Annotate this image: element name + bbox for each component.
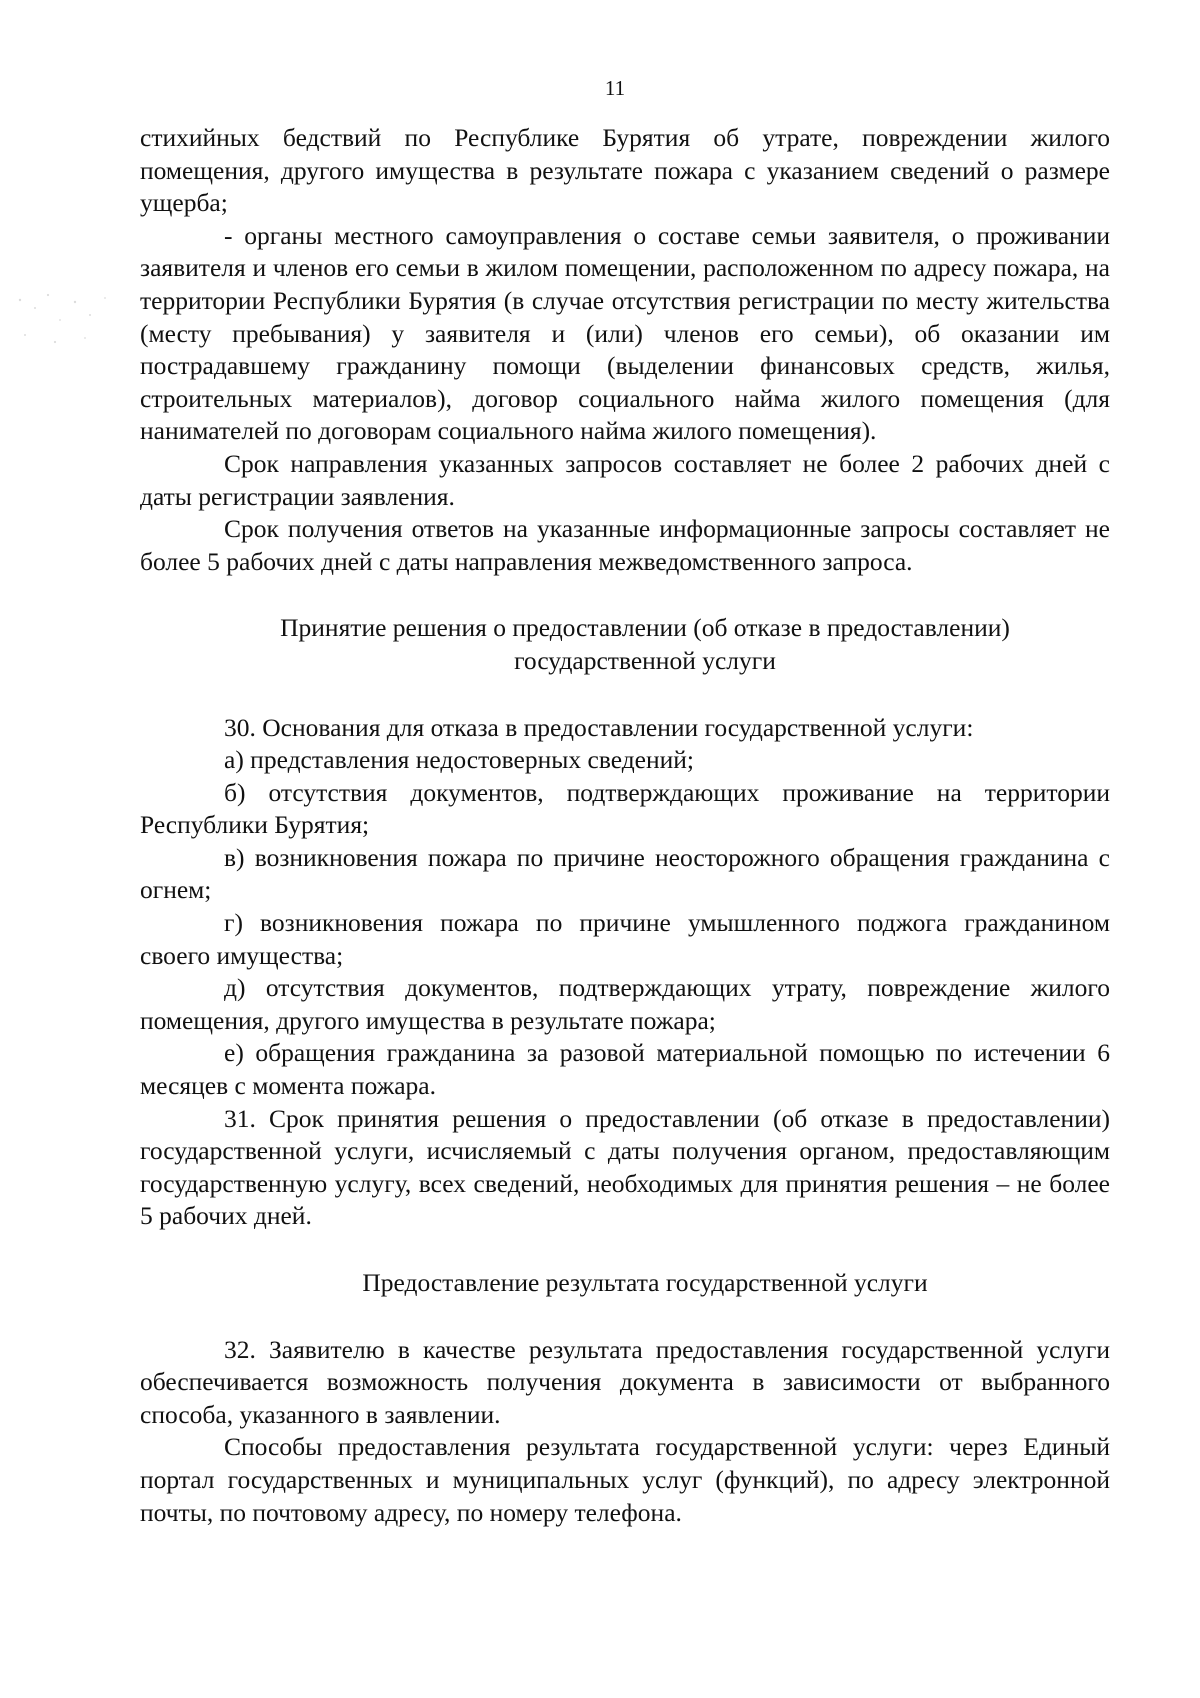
heading-line: государственной услуги (514, 645, 776, 675)
paragraph-item-32: 32. Заявителю в качестве результата предоставления государственной услуги обеспечивается возможность получения документа в зависимости от выбранного способа, указанного в заявлении. (140, 1334, 1110, 1429)
heading-line: Принятие решения о предоставлении (об отказе в предоставлении) (280, 613, 1010, 643)
paragraph-local-authorities: - органы местного самоуправления о составе семьи заявителя, о проживании заявителя и членов его семьи в жилом помещении, расположенном по адресу пожара, на территории Республики Бурятия (в случае отсутствия регистрации по месту жительства (месту пребывания) у заявителя и (или) членов его семьи), об оказании им пострадавшему гражданину помощи (выделении финансовых средств, жилья, строительных материалов), договор социального найма жилого помещения (для нанимателей по договорам социального найма жилого помещения). (140, 220, 1110, 446)
paragraph-delivery-methods: Способы предоставления результата государственной услуги: через Единый портал государственных и муниципальных услуг (функций), по адресу электронной почты, по почтовому адресу, по номеру телефона. (140, 1432, 1110, 1527)
list-item-a: а) представления недостоверных сведений; (224, 745, 695, 775)
page-number: 11 (604, 76, 626, 100)
paragraph-continuation: стихийных бедствий по Республике Бурятия об утрате, повреждении жилого помещения, другого имущества в результате пожара с указанием сведений о размере ущерба; (140, 123, 1110, 218)
list-item-g: г) возникновения пожара по причине умышленного поджога гражданином своего имущества; (140, 908, 1110, 970)
paragraph-response-deadline: Срок получения ответов на указанные информационные запросы составляет не более 5 рабочих дней с даты направления межведомственного запроса. (140, 514, 1110, 576)
list-item-e: е) обращения гражданина за разовой материальной помощью по истечении 6 месяцев с момента пожара. (140, 1038, 1110, 1101)
paragraphs-top (140, 122, 1110, 578)
document-body (140, 122, 1110, 1529)
section-heading-decision (140, 612, 1110, 677)
list-item-v: в) возникновения пожара по причине неосторожного обращения гражданина с огнем; (140, 842, 1110, 905)
paragraphs-mid (140, 712, 1110, 1234)
paragraph-item-31: 31. Срок принятия решения о предоставлении (об отказе в предоставлении) государственной услуги, исчисляемый с даты получения органом, предоставляющим государственную услугу, всех сведений, необходимых для принятия решения – не более 5 рабочих дней. (140, 1103, 1110, 1231)
list-item-b: б) отсутствия документов, подтверждающих проживание на территории Республики Бурятия; (140, 777, 1110, 840)
paragraphs-bottom (140, 1334, 1110, 1530)
list-item-d: д) отсутствия документов, подтверждающих утрату, повреждение жилого помещения, другого имущества в результате пожара; (140, 973, 1110, 1035)
heading-line: Предоставление результата государственной услуги (362, 1268, 928, 1297)
paragraph-item-30: 30. Основания для отказа в предоставлении государственной услуги: (224, 712, 974, 742)
paragraph-request-deadline: Срок направления указанных запросов составляет не более 2 рабочих дней с даты регистрации заявления. (140, 448, 1110, 511)
section-heading-result (140, 1267, 1110, 1300)
scan-noise-decoration (0, 280, 120, 370)
